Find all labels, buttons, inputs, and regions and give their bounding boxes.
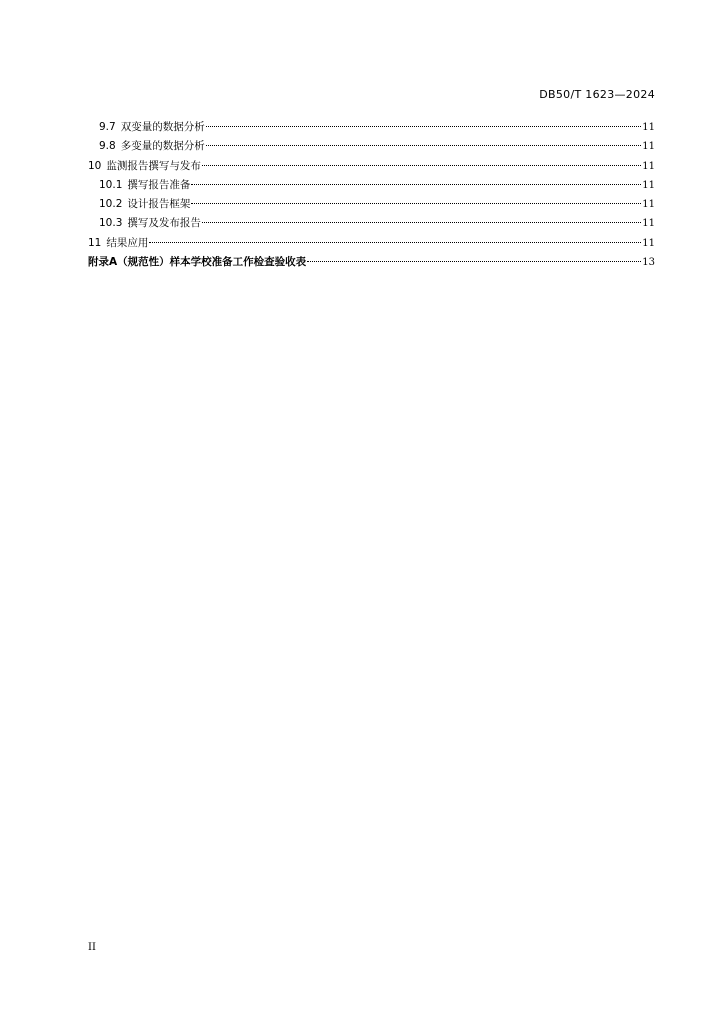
toc-leader-dots xyxy=(149,242,641,243)
toc-entry-page: 11 xyxy=(642,218,655,230)
toc-leader-dots xyxy=(206,145,642,146)
toc-entry-page: 11 xyxy=(642,179,655,191)
toc-entry-number: 9.8 xyxy=(99,140,116,153)
toc-entry-label: 撰写报告准备 xyxy=(127,178,191,191)
toc-entry-10-2[interactable] xyxy=(88,195,655,214)
toc-entry-number: 9.7 xyxy=(99,121,116,133)
toc-entry-number: 10.1 xyxy=(99,178,123,191)
toc-entry-page: 11 xyxy=(642,122,655,133)
toc-leader-dots xyxy=(191,184,641,185)
toc-entry-11[interactable] xyxy=(88,234,655,253)
toc-entry-10[interactable] xyxy=(88,157,655,176)
toc-entry-label: 双变量的数据分析 xyxy=(120,121,205,133)
toc-entry-10-1[interactable] xyxy=(88,176,655,195)
toc-entry-page: 13 xyxy=(642,257,655,269)
toc-entry-label: 结果应用 xyxy=(106,236,149,249)
toc-entry-title xyxy=(88,157,201,176)
toc-entry-title xyxy=(99,214,201,233)
toc-entry-title xyxy=(88,234,148,253)
toc-entry-page: 11 xyxy=(642,199,655,211)
toc-entry-title xyxy=(99,118,205,137)
toc-entry-title xyxy=(99,195,190,214)
toc-entry-10-3[interactable] xyxy=(88,214,655,233)
toc-entry-number: 10.2 xyxy=(99,198,123,211)
toc-entry-appendix-a[interactable] xyxy=(88,253,655,272)
toc-entry-label: 撰写及发布报告 xyxy=(127,217,201,230)
document-code: DB50/T 1623—2024 xyxy=(539,88,655,101)
toc-entry-page: 11 xyxy=(642,160,655,172)
toc-entry-number: 11 xyxy=(88,236,102,249)
toc-entry-number: 10 xyxy=(88,159,102,172)
toc-entry-title xyxy=(99,137,205,156)
toc-entry-title xyxy=(99,176,190,195)
toc-entry-page: 11 xyxy=(642,237,655,249)
toc-leader-dots xyxy=(191,203,641,204)
toc-leader-dots xyxy=(202,222,641,223)
table-of-contents xyxy=(88,118,655,272)
toc-leader-dots xyxy=(206,126,642,127)
toc-entry-label: 附录A（规范性）样本学校准备工作检查验收表 xyxy=(88,256,307,269)
toc-entry-label: 设计报告框架 xyxy=(127,198,191,211)
toc-entry-title xyxy=(88,253,306,272)
page-number: II xyxy=(88,942,96,953)
toc-entry-page: 11 xyxy=(642,141,655,153)
toc-leader-dots xyxy=(307,261,641,262)
toc-entry-label: 监测报告撰写与发布 xyxy=(106,159,201,172)
toc-leader-dots xyxy=(202,165,641,166)
toc-entry-number: 10.3 xyxy=(99,217,123,230)
toc-entry-9-8[interactable] xyxy=(88,137,655,156)
toc-entry-9-7[interactable] xyxy=(88,118,655,137)
toc-entry-label: 多变量的数据分析 xyxy=(120,140,205,153)
